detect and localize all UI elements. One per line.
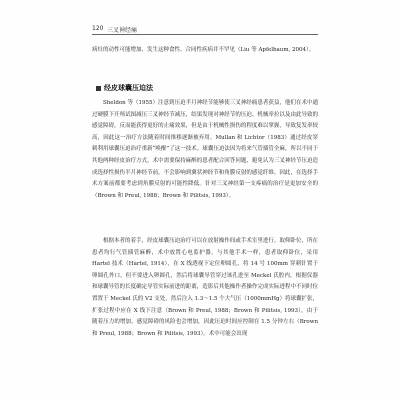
section-heading: [96, 83, 296, 93]
section-marker-icon: [96, 86, 101, 91]
header-rule: [92, 34, 318, 35]
intro-paragraph: 病灶的动性可能增加、发生这种食性、合同性疾病并不罕见（Liu 等 Apfelbaum, 2004）。: [92, 47, 315, 53]
page-number: 120: [92, 25, 104, 32]
body-paragraph: Sheldon 等（1955）注意到压迫半月神经节能够使三叉神经痛患者获益，他们在术中通过硬膜下开颅试图减压三叉神经节减压，结果发现对神经节的压迫、机械牵拉以及由此导致的感觉障碍，反而能获得更好的止痛效果，但是由于机械性损伤的程度难以掌握，导致复发率较高，因此这一治疗方法随着时间推移逐渐被弃用。Mullan 和 Lichtor（1983）通过经皮穿刺利用球囊压迫治疗重新“唤醒”了这一技术。球囊压迫法因为将来气管插管全麻，所以不同于其他两种经皮治疗方式，术中需要保持麻醉的患者配合回答问题，避免认为三叉神经节压迫造成选择性损伤半月神经节前，不会影响到翼状神经节和角膜反射的感觉纤维。因此，在选择手术方案前都要考虑到角膜反射的可能性降低。针对三叉神经第一支疼痛的治疗是更加安全的（Brown 和 Preul, 1988；Brown 和 Pilitsis, 1993）。: [92, 100, 318, 199]
running-header: [92, 24, 318, 36]
running-title: 三叉神经痛: [107, 27, 138, 34]
section-title: 经皮球囊压迫法: [104, 84, 153, 92]
body-paragraph: 根据本者的着手，经皮球囊压迫治疗可以在放射操作间或手术室里进行。取仰卧位，所在患者均行气管插管麻醉，术中放置心电监护器，与其他手术一样，患者取仰卧位，采用 Hartel 技术（Hartel, 1914），在 X 线透视下定位卵圆孔，将 14 号 100mm 穿刺针置于卵圆孔外口，但不要进入卵圆孔，然后将球囊导管穿过该孔进至 Meckel 氏腔内，根据仪器和球囊导管的长度确定导管实际前进的距离，造影后其他操作者操作完成实际进程中不同时位置置于 Meckel 氏的 V2 支处，然后注入 1.3～1.5 个大气压（1000mmHg）将球囊扩张，扩张过程中应在 X 线下注意（Brown 和 Preul, 1988；Brown 和 Pilitsis, 1993），由于随着压力的增加，感觉障碍的风险也会增加，因此压迫时间应控制在 1.5 分钟左右（Brown 和 Preul, 1988；Brown 和 Pilitsis, 1993）。术中可能会出现: [92, 238, 319, 337]
